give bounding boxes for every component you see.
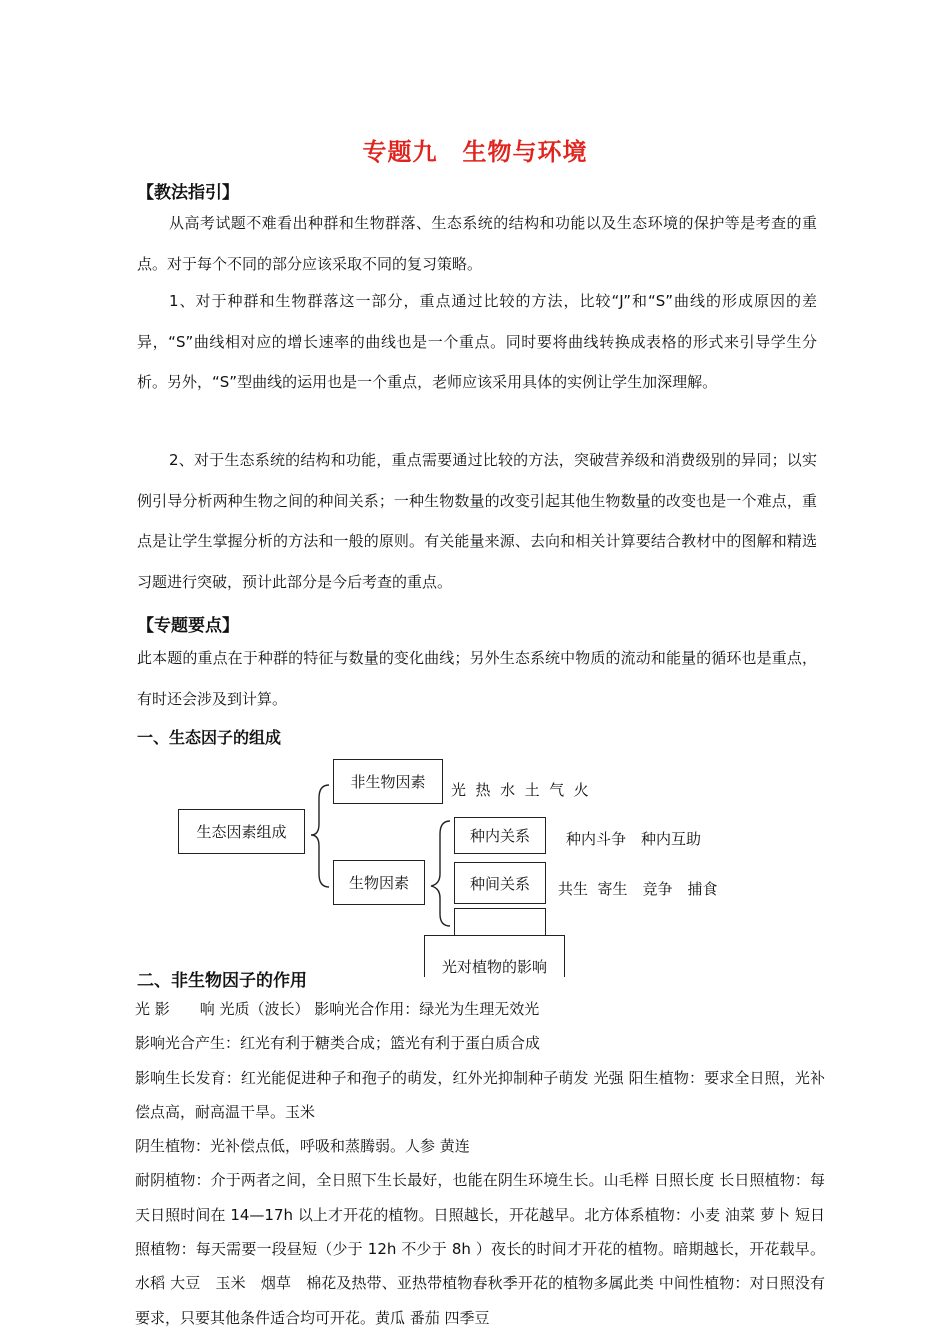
- diagram-box-intraspecific: 种内关系: [454, 817, 546, 854]
- paragraph: 1、对于种群和生物群落这一部分，重点通过比较的方法，比较“J”和“S”曲线的形成原因的差异，“S”曲线相对应的增长速率的曲线也是一个重点。同时要将曲线转换成表格的形式来引导学生分析。另外，“S”型曲线的运用也是一个重点，老师应该采用具体的实例让学生加深理解。: [137, 292, 817, 391]
- section-heading-teaching: 【教法指引】: [137, 183, 239, 203]
- diagram-box-root: 生态因素组成: [178, 809, 305, 854]
- section-heading-key: 【专题要点】: [137, 616, 239, 636]
- paragraph: 2、对于生态系统的结构和功能，重点需要通过比较的方法，突破营养级和消费级别的异同；以实例引导分析两种生物之间的种间关系；一种生物数量的改变引起其他生物数量的改变也是一个难点，重点是让学生掌握分析的方法和一般的原则。有关能量来源、去向和相关计算要结合教材中的图解和精选习题进行突破，预计此部分是今后考查的重点。: [137, 451, 817, 591]
- page-title: 专题九 生物与环境: [362, 138, 588, 166]
- paragraph: 从高考试题不难看出种群和生物群落、生态系统的结构和功能以及生态环境的保护等是考查的重点。对于每个不同的部分应该采取不同的复习策略。: [137, 214, 817, 273]
- abiotic-items: 光 热 水 土 气 火: [451, 781, 589, 799]
- diagram-box-interspecific: 种间关系: [454, 862, 546, 904]
- brace-left-icon: [307, 782, 335, 890]
- diagram-box-light-effect: 光对植物的影响: [424, 935, 565, 977]
- section-heading-ecological-factors: 一、生态因子的组成: [137, 728, 282, 747]
- section-heading-abiotic-role: 二、非生物因子的作用: [137, 971, 307, 991]
- intraspecific-items: 种内斗争 种内互助: [566, 830, 702, 848]
- body-text: 光 影 响 光质（波长） 影响光合作用：绿光为生理无效光 影响光合产生：红光有利于糖类合成；篮光有利于蛋白质合成 影响生长发育：红光能促进种子和孢子的萌发，红外光抑制种子萌发 光强 阳生植物：要求全日照，光补偿点高，耐高温干旱。玉米 阴生植物：光补偿点低，呼吸和蒸腾弱。人参 黄连 耐阴植物：介于两者之间，全日照下生长最好，也能在阴生环境生长。山毛榉 日照长度 长日照植物：每天日照时间在 14—17h 以上才开花的植物。日照越长，开花越早。北方体系植物：小麦 油菜 萝卜 短日照植物：每天需要一段昼短（少于 12h 不少于 8h ）夜长的时间才开花的植物。暗期越长，开花载早。水稻 大豆 玉米 烟草 棉花及热带、亚热带植物春秋季开花的植物多属此类 中间性植物：对日照没有要求，只要其他条件适合均可开花。黄瓜 番茄 四季豆: [135, 1000, 825, 1327]
- interspecific-items: 共生 寄生 竞争 捕食: [558, 880, 718, 898]
- diagram-box-biotic: 生物因素: [333, 860, 425, 905]
- diagram-box-abiotic: 非生物因素: [333, 759, 443, 804]
- paragraph: 此本题的重点在于种群的特征与数量的变化曲线；另外生态系统中物质的流动和能量的循环也是重点，有时还会涉及到计算。: [137, 649, 817, 708]
- brace-biotic-icon: [426, 818, 456, 930]
